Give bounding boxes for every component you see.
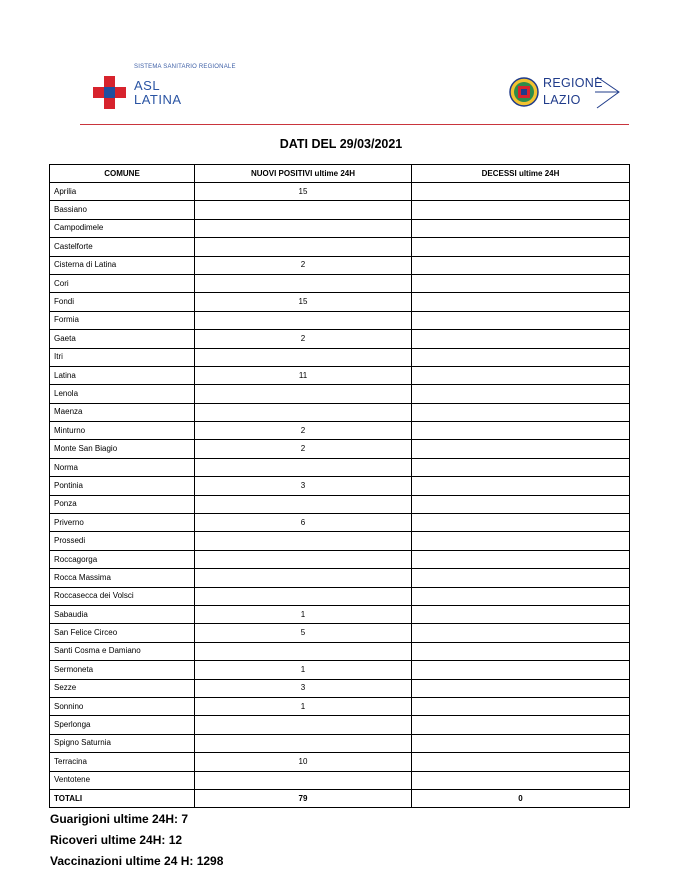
table-row: [50, 403, 630, 421]
document-title: DATI DEL 29/03/2021: [279, 137, 403, 151]
nuovi-positivi-cell: 3: [195, 679, 412, 697]
comune-cell: Rocca Massima: [50, 569, 195, 587]
table-row: [50, 753, 630, 771]
regione-lazio-logo: [509, 76, 629, 112]
table-row: [50, 716, 630, 734]
comune-cell: Prossedi: [50, 532, 195, 550]
decessi-cell: [412, 624, 630, 642]
nuovi-positivi-cell: [195, 311, 412, 329]
asl-name-line1: ASL: [134, 78, 161, 93]
region-name-line2: LAZIO: [543, 93, 581, 107]
nuovi-positivi-cell: 1: [195, 605, 412, 623]
nuovi-positivi-cell: [195, 734, 412, 752]
nuovi-positivi-cell: 2: [195, 330, 412, 348]
table-row: [50, 771, 630, 789]
decessi-cell: [412, 366, 630, 384]
table-row: [50, 330, 630, 348]
decessi-cell: [412, 274, 630, 292]
nuovi-positivi-cell: 2: [195, 422, 412, 440]
comune-cell: Ponza: [50, 495, 195, 513]
header-comune: COMUNE: [50, 165, 195, 183]
nuovi-positivi-cell: [195, 201, 412, 219]
decessi-cell: [412, 734, 630, 752]
nuovi-positivi-cell: [195, 532, 412, 550]
nuovi-positivi-cell: [195, 458, 412, 476]
nuovi-positivi-cell: 5: [195, 624, 412, 642]
table-row: [50, 385, 630, 403]
decessi-cell: [412, 495, 630, 513]
decessi-cell: [412, 201, 630, 219]
table-row: [50, 532, 630, 550]
table-row: [50, 697, 630, 715]
table-row: [50, 661, 630, 679]
header-nuovi-positivi: NUOVI POSITIVI ultime 24H: [195, 165, 412, 183]
table-row: [50, 734, 630, 752]
comune-cell: Norma: [50, 458, 195, 476]
table-row: [50, 366, 630, 384]
header-decessi: DECESSI ultime 24H: [412, 165, 630, 183]
decessi-cell: [412, 514, 630, 532]
totals-positivi: 79: [195, 789, 412, 807]
table-row: [50, 624, 630, 642]
comune-cell: Roccagorga: [50, 550, 195, 568]
nuovi-positivi-cell: [195, 219, 412, 237]
table-row: [50, 550, 630, 568]
table-row: [50, 311, 630, 329]
nuovi-positivi-cell: [195, 238, 412, 256]
table-row: [50, 440, 630, 458]
table-row: [50, 477, 630, 495]
decessi-cell: [412, 716, 630, 734]
decessi-cell: [412, 532, 630, 550]
decessi-cell: [412, 330, 630, 348]
table-row: [50, 679, 630, 697]
asl-name-line2: LATINA: [134, 92, 182, 107]
nuovi-positivi-cell: [195, 385, 412, 403]
nuovi-positivi-cell: [195, 771, 412, 789]
comune-cell: Priverno: [50, 514, 195, 532]
decessi-cell: [412, 550, 630, 568]
decessi-cell: [412, 348, 630, 366]
decessi-cell: [412, 697, 630, 715]
table-row: [50, 274, 630, 292]
decessi-cell: [412, 569, 630, 587]
comune-cell: Latina: [50, 366, 195, 384]
comune-cell: Spigno Saturnia: [50, 734, 195, 752]
nuovi-positivi-cell: 15: [195, 293, 412, 311]
table-row: [50, 642, 630, 660]
decessi-cell: [412, 422, 630, 440]
decessi-cell: [412, 440, 630, 458]
comune-cell: Maenza: [50, 403, 195, 421]
table-row: [50, 514, 630, 532]
comune-cell: Minturno: [50, 422, 195, 440]
table-header-row: [50, 165, 630, 183]
comuni-table: [49, 164, 630, 808]
decessi-cell: [412, 183, 630, 201]
nuovi-positivi-cell: 10: [195, 753, 412, 771]
comune-cell: Itri: [50, 348, 195, 366]
nuovi-positivi-cell: 1: [195, 697, 412, 715]
table-row: [50, 293, 630, 311]
comune-cell: Ventotene: [50, 771, 195, 789]
nuovi-positivi-cell: 1: [195, 661, 412, 679]
comune-cell: Sonnino: [50, 697, 195, 715]
nuovi-positivi-cell: [195, 587, 412, 605]
nuovi-positivi-cell: 11: [195, 366, 412, 384]
comune-cell: Pontinia: [50, 477, 195, 495]
decessi-cell: [412, 605, 630, 623]
decessi-cell: [412, 771, 630, 789]
decessi-cell: [412, 219, 630, 237]
table-row: [50, 458, 630, 476]
guarigioni-line: Guarigioni ultime 24H: 7: [50, 812, 189, 826]
comune-cell: Terracina: [50, 753, 195, 771]
comune-cell: Sezze: [50, 679, 195, 697]
lazio-seal-icon: [509, 76, 539, 108]
nuovi-positivi-cell: [195, 348, 412, 366]
decessi-cell: [412, 477, 630, 495]
comune-cell: Santi Cosma e Damiano: [50, 642, 195, 660]
decessi-cell: [412, 642, 630, 660]
asl-latina-logo: [92, 64, 252, 112]
decessi-cell: [412, 587, 630, 605]
comune-cell: Castelforte: [50, 238, 195, 256]
asl-subtitle: SISTEMA SANITARIO REGIONALE: [134, 64, 236, 70]
table-row: [50, 587, 630, 605]
nuovi-positivi-cell: [195, 569, 412, 587]
ricoveri-line: Ricoveri ultime 24H: 12: [50, 833, 183, 847]
table-row: [50, 183, 630, 201]
decessi-cell: [412, 311, 630, 329]
nuovi-positivi-cell: [195, 550, 412, 568]
decessi-cell: [412, 661, 630, 679]
comune-cell: Sperlonga: [50, 716, 195, 734]
nuovi-positivi-cell: [195, 642, 412, 660]
comune-cell: Sermoneta: [50, 661, 195, 679]
comune-cell: Formia: [50, 311, 195, 329]
nuovi-positivi-cell: [195, 495, 412, 513]
totals-row: [50, 789, 630, 807]
decessi-cell: [412, 403, 630, 421]
table-row: [50, 256, 630, 274]
decessi-cell: [412, 385, 630, 403]
table-row: [50, 348, 630, 366]
decessi-cell: [412, 238, 630, 256]
comune-cell: Monte San Biagio: [50, 440, 195, 458]
vaccinazioni-line: Vaccinazioni ultime 24 H: 1298: [50, 854, 224, 868]
comune-cell: Lenola: [50, 385, 195, 403]
blue-square-icon: [104, 87, 115, 98]
comune-cell: Roccasecca dei Volsci: [50, 587, 195, 605]
region-name-line1: REGIONE: [543, 76, 603, 90]
comune-cell: Fondi: [50, 293, 195, 311]
nuovi-positivi-cell: 2: [195, 256, 412, 274]
table-row: [50, 495, 630, 513]
comune-cell: Campodimele: [50, 219, 195, 237]
comune-cell: Gaeta: [50, 330, 195, 348]
chevron-right-icon: [595, 76, 621, 109]
comune-cell: Bassiano: [50, 201, 195, 219]
totals-decessi: 0: [412, 789, 630, 807]
nuovi-positivi-cell: [195, 403, 412, 421]
comune-cell: Sabaudia: [50, 605, 195, 623]
nuovi-positivi-cell: 6: [195, 514, 412, 532]
table-row: [50, 238, 630, 256]
table-row: [50, 605, 630, 623]
comune-cell: San Felice Circeo: [50, 624, 195, 642]
summary-footer: [50, 809, 223, 872]
table-row: [50, 422, 630, 440]
table-row: [50, 569, 630, 587]
decessi-cell: [412, 256, 630, 274]
document-header: [0, 0, 682, 130]
decessi-cell: [412, 753, 630, 771]
comune-cell: Cori: [50, 274, 195, 292]
nuovi-positivi-cell: [195, 716, 412, 734]
decessi-cell: [412, 293, 630, 311]
header-divider: [80, 124, 629, 125]
totals-label: TOTALI: [50, 789, 195, 807]
nuovi-positivi-cell: 2: [195, 440, 412, 458]
table-row: [50, 201, 630, 219]
comune-cell: Cisterna di Latina: [50, 256, 195, 274]
nuovi-positivi-cell: 15: [195, 183, 412, 201]
decessi-cell: [412, 458, 630, 476]
nuovi-positivi-cell: [195, 274, 412, 292]
nuovi-positivi-cell: 3: [195, 477, 412, 495]
comune-cell: Aprilia: [50, 183, 195, 201]
table-row: [50, 219, 630, 237]
decessi-cell: [412, 679, 630, 697]
